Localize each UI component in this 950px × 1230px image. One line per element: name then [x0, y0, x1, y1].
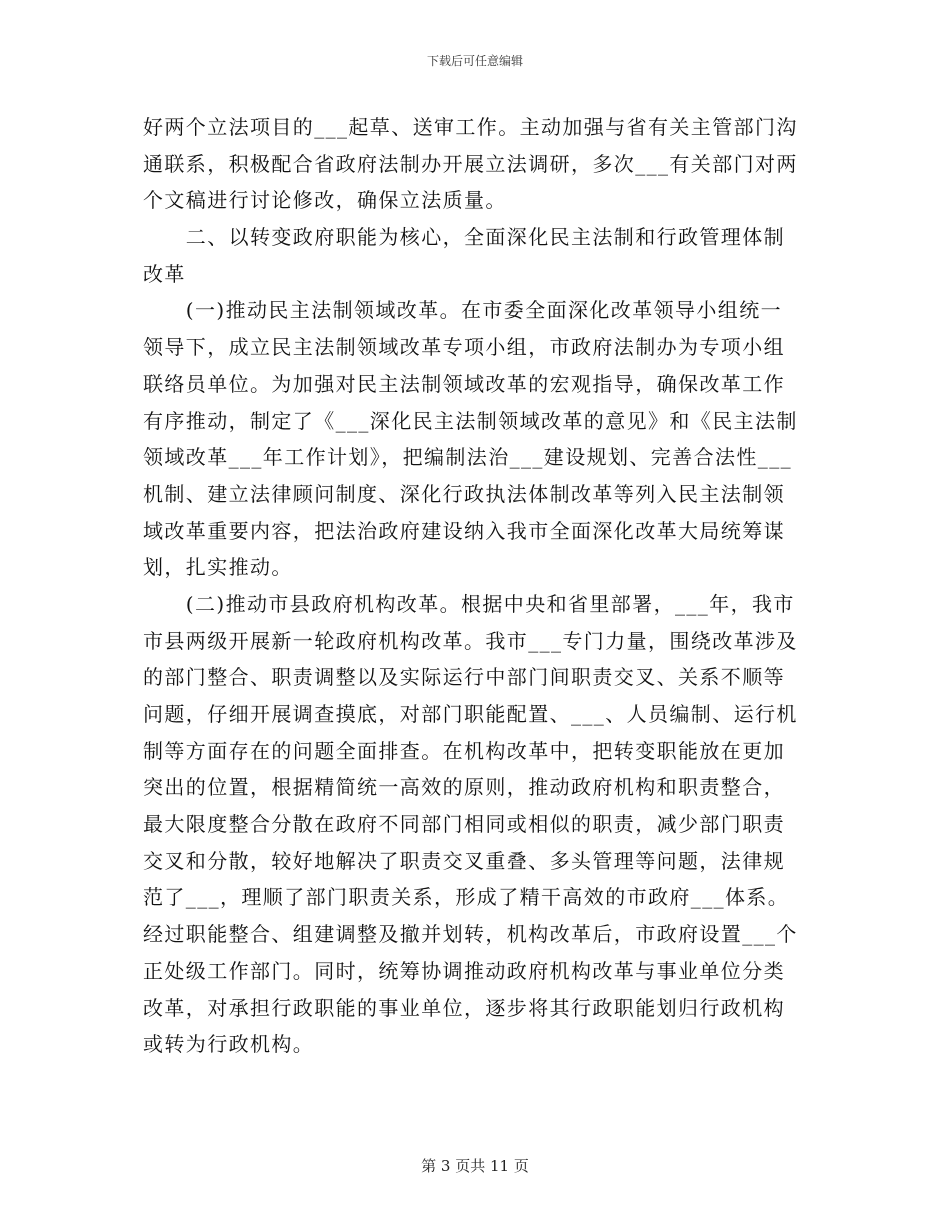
body-line: 问题，仔细开展调查摸底，对部门职能配置、___、人员编制、运行机 [143, 702, 798, 726]
body-line: 交叉和分散，较好地解决了职责交叉重叠、多头管理等问题，法律规 [143, 848, 785, 873]
body-line: 最大限度整合分散在政府不同部门相同或相似的职责，减少部门职责 [143, 812, 785, 837]
body-line: (一)推动民主法制领域改革。在市委全面深化改革领导小组统一 [143, 298, 783, 323]
body-line: 联络员单位。为加强对民主法制领域改革的宏观指导，确保改革工作 [143, 371, 785, 396]
section-heading-line: 二、以转变政府职能为核心，全面深化民主法制和行政管理体制 [143, 225, 785, 250]
section-heading-line: 改革 [143, 261, 186, 286]
body-line: 正处级工作部门。同时，统筹协调推动政府机构改革与事业单位分类 [143, 958, 785, 983]
page-number-footer: 第 3 页共 11 页 [421, 1157, 529, 1175]
body-line: 经过职能整合、组建调整及撤并划转，机构改革后，市政府设置___个 [143, 922, 798, 947]
body-line: 领导下，成立民主法制领域改革专项小组，市政府法制办为专项小组 [143, 335, 785, 360]
body-line: 个文稿进行讨论修改，确保立法质量。 [143, 188, 507, 213]
body-line: 制等方面存在的问题全面排查。在机构改革中，把转变职能放在更加 [143, 738, 785, 763]
body-line: 改革，对承担行政职能的事业单位，逐步将其行政职能划归行政机构 [143, 995, 785, 1020]
body-line: 划，扎实推动。 [143, 555, 293, 580]
body-line: 机制、建立法律顾问制度、深化行政执法体制改革等列入民主法制领 [143, 481, 785, 506]
body-line: 有序推动，制定了《___深化民主法制领域改革的意见》和《民主法制 [143, 408, 798, 433]
body-line: 或转为行政机构。 [143, 1032, 315, 1057]
body-line: (二)推动市县政府机构改革。根据中央和省里部署，___年，我市 [143, 591, 795, 616]
body-line: 范了___，理顺了部门职责关系，形成了精干高效的市政府___体系。 [143, 885, 790, 910]
body-line: 突出的位置，根据精简统一高效的原则，推动政府机构和职责整合， [143, 775, 785, 800]
document-body [143, 109, 807, 1063]
body-line: 领域改革___年工作计划》，把编制法治___建设规划、完善合法性___ [143, 445, 792, 470]
page-header: 下载后可任意编辑 [426, 54, 523, 68]
body-line: 市县两级开展新一轮政府机构改革。我市___专门力量，围绕改革涉及 [143, 628, 798, 653]
body-line: 的部门整合、职责调整以及实际运行中部门间职责交叉、关系不顺等 [143, 665, 785, 690]
body-line: 域改革重要内容，把法治政府建设纳入我市全面深化改革大局统筹谋 [143, 518, 785, 543]
body-line: 通联系，积极配合省政府法制办开展立法调研，多次___有关部门对两 [143, 151, 798, 176]
body-line: 好两个立法项目的___起草、送审工作。主动加强与省有关主管部门沟 [143, 115, 798, 139]
